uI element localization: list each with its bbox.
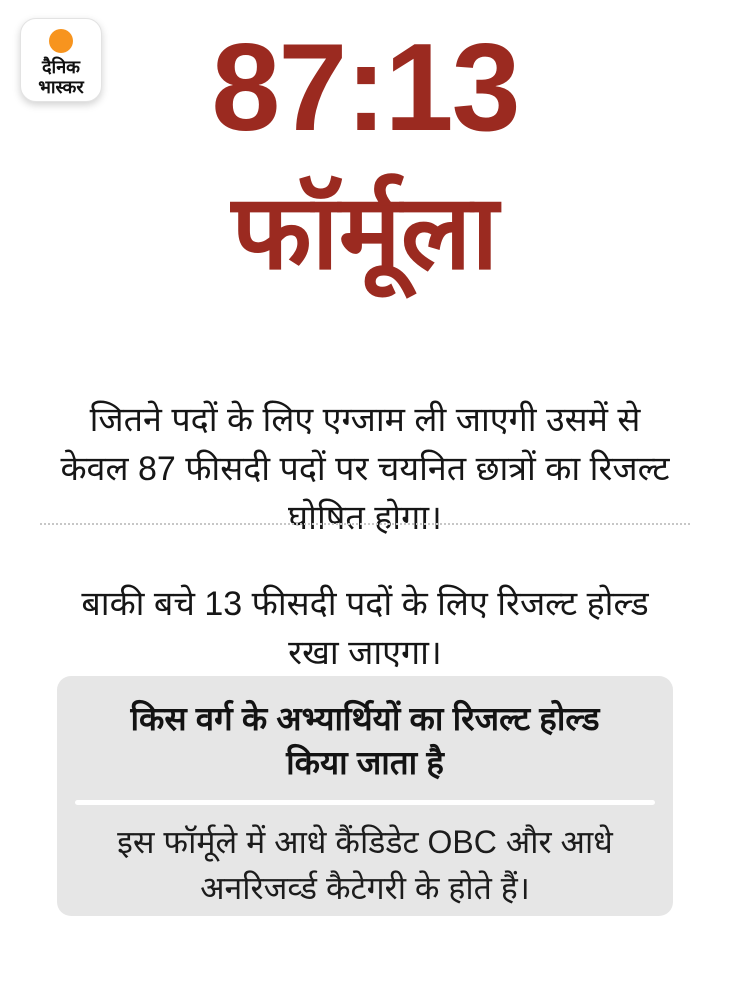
info-box-heading-line: किया जाता है (286, 744, 444, 781)
info-box-divider (75, 800, 655, 805)
info-box-heading (75, 697, 655, 785)
paragraph-line: घोषित होगा। (288, 499, 442, 537)
info-box-body-line: अनरिजर्व्ड कैटेगरी के होते हैं। (200, 870, 530, 906)
paragraph-line: जितने पदों के लिए एग्जाम ली जाएगी उसमें से (89, 401, 641, 439)
paragraph-line: रखा जाएगा। (288, 634, 442, 672)
info-box-body-line: इस फॉर्मूले में आधे कैंडिडेट OBC और आधे (117, 824, 613, 860)
headline-ratio: 87:13 (211, 19, 519, 157)
logo-text-line2: भास्कर (38, 77, 84, 97)
paragraph-result-declared (0, 396, 730, 543)
info-box (57, 676, 673, 916)
headline-word: फॉर्मूला (231, 175, 499, 291)
info-box-heading-line: किस वर्ग के अभ्यार्थियों का रिजल्ट होल्ड (130, 700, 600, 737)
logo-text-line1: दैनिक (41, 57, 81, 77)
paragraph-result-hold (0, 580, 730, 678)
paragraph-line: केवल 87 फीसदी पदों पर चयनित छात्रों का रिजल्ट (60, 450, 670, 488)
paragraph-line: बाकी बचे 13 फीसदी पदों के लिए रिजल्ट होल्ड (81, 585, 649, 623)
info-box-body (75, 819, 655, 911)
dotted-divider (40, 523, 690, 525)
